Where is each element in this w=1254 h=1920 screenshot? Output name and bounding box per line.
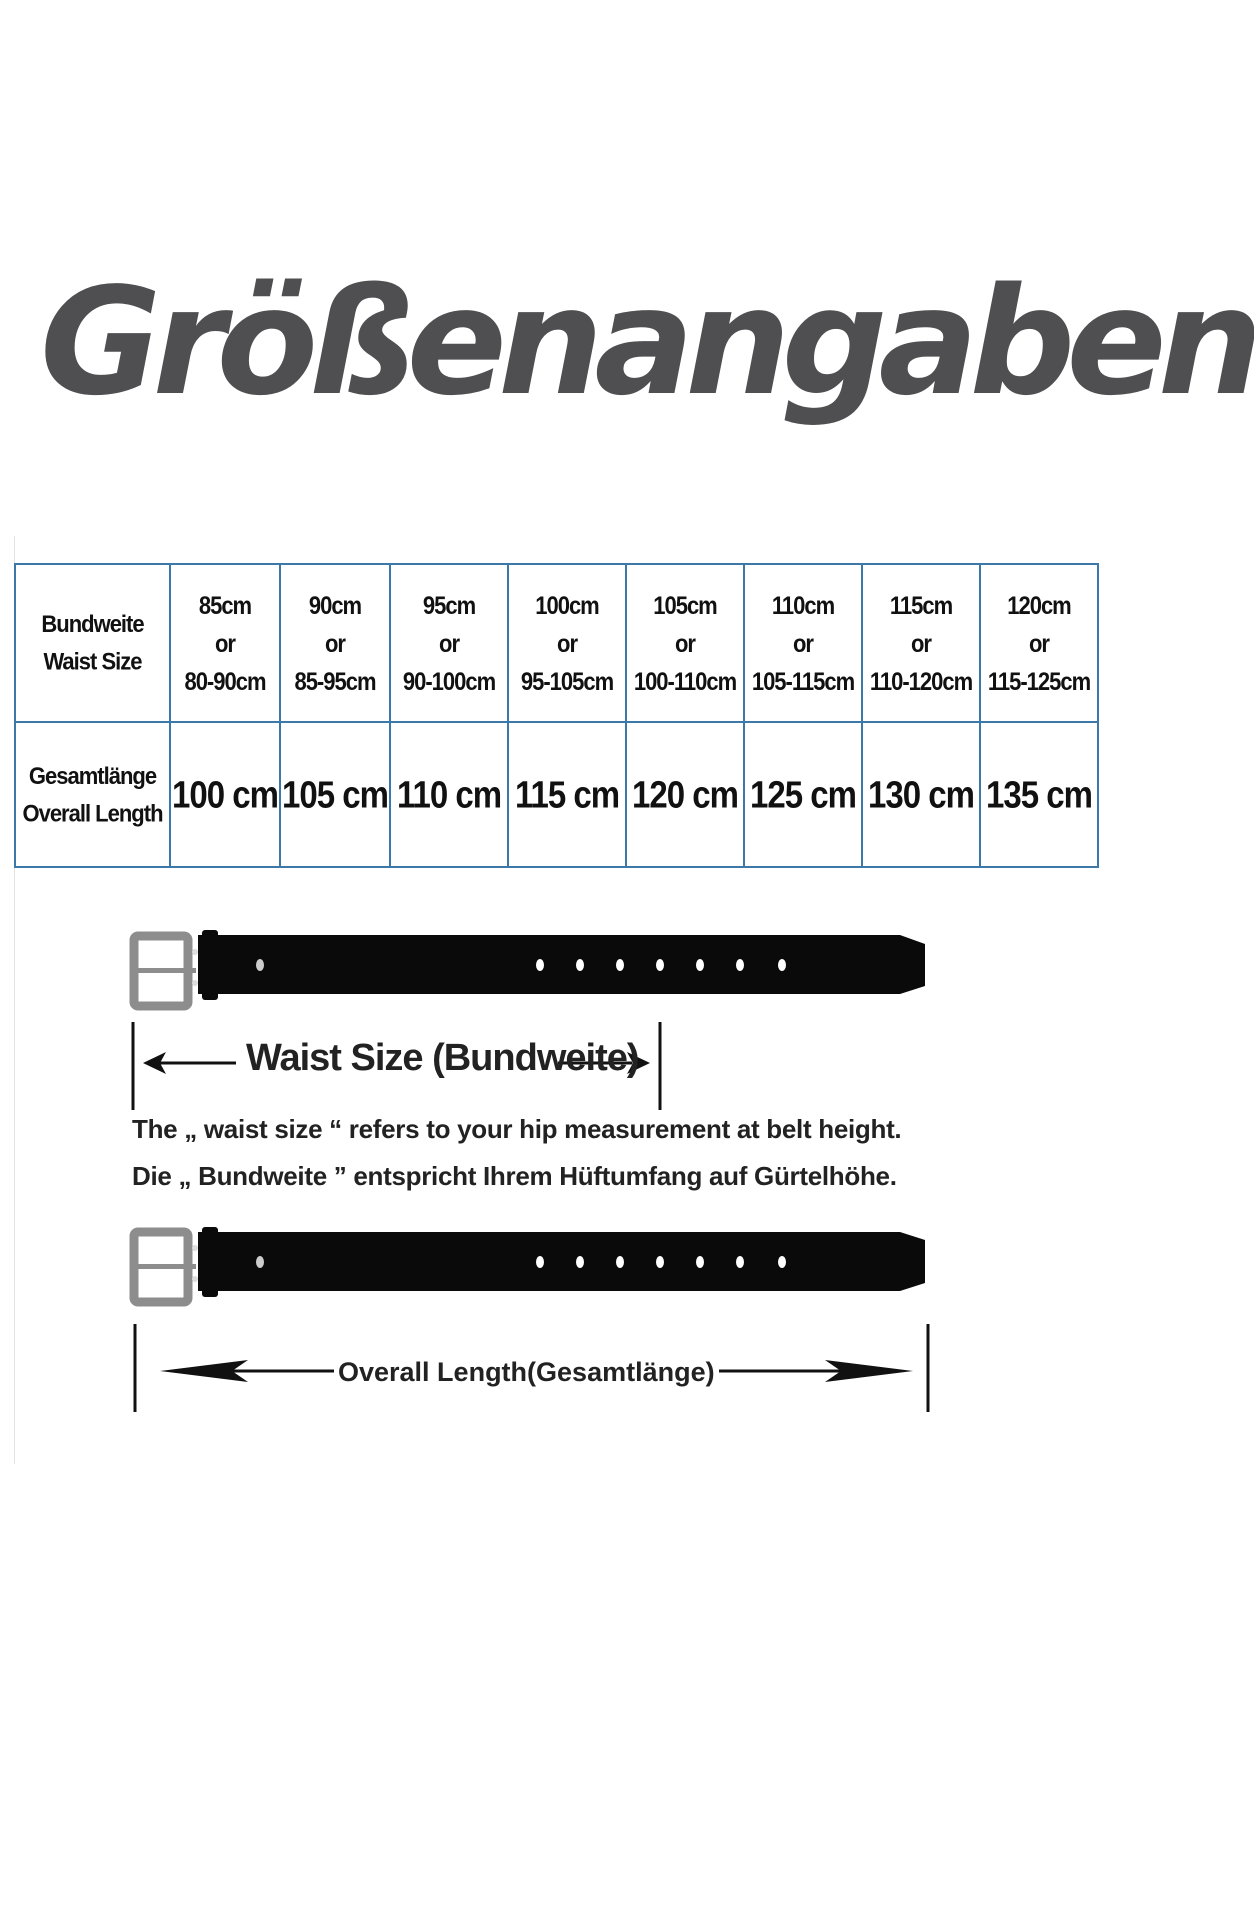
waist-header-de: Bundweite — [41, 610, 144, 638]
belt-strap — [198, 1232, 925, 1291]
belt-keeper — [202, 930, 218, 1000]
waist-range: 85-95cm — [294, 666, 376, 696]
length-value: 110 cm — [396, 772, 502, 816]
belt-hole — [778, 1256, 786, 1268]
length-value: 135 cm — [986, 772, 1092, 816]
belt-hole — [536, 959, 544, 971]
waist-range: 100-110cm — [633, 666, 737, 696]
waist-or: or — [439, 628, 459, 658]
waist-range: 80-90cm — [184, 666, 266, 696]
rivet — [192, 1276, 198, 1282]
waist-value: 100cm — [535, 590, 599, 620]
length-value: 130 cm — [868, 772, 974, 816]
waist-value: 120cm — [1007, 590, 1071, 620]
belt-hole — [656, 959, 664, 971]
waist-value: 85cm — [198, 590, 252, 620]
length-value: 115 cm — [514, 772, 620, 816]
waist-range: 90-100cm — [402, 666, 496, 696]
belt-illustration-top — [134, 930, 925, 1006]
waist-value: 90cm — [308, 590, 362, 620]
waist-range: 105-115cm — [751, 666, 855, 696]
waist-or: or — [324, 628, 345, 658]
belt-hole — [736, 959, 744, 971]
rivet — [192, 949, 198, 955]
length-header-de: Gesamtlänge — [28, 761, 157, 789]
waist-or: or — [214, 628, 235, 658]
waist-or: or — [557, 628, 577, 658]
rivet — [192, 980, 198, 986]
length-value: 105 cm — [282, 772, 388, 816]
waist-range: 95-105cm — [520, 666, 614, 696]
belt-hole — [696, 959, 704, 971]
waist-value: 115cm — [889, 590, 953, 620]
waist-header-en: Waist Size — [43, 647, 142, 675]
belt-hole — [576, 959, 584, 971]
belt-hole — [656, 1256, 664, 1268]
rivet — [192, 1245, 198, 1251]
waist-value: 110cm — [771, 590, 835, 620]
belt-illustration-bottom — [134, 1227, 925, 1302]
description-english: The „ waist size “ refers to your hip measurement at belt height. — [132, 1114, 902, 1144]
waist-or: or — [910, 628, 931, 658]
length-value: 120 cm — [632, 772, 738, 816]
belt-hole — [778, 959, 786, 971]
overall-length-label: Overall Length(Gesamtlänge) — [334, 1357, 719, 1388]
belt-hole — [616, 1256, 624, 1268]
waist-range: 110-120cm — [869, 666, 973, 696]
belt-hole — [576, 1256, 584, 1268]
belt-hole — [696, 1256, 704, 1268]
page-title: Größenangaben — [40, 256, 1254, 428]
length-header-en: Overall Length — [22, 798, 163, 827]
waist-or: or — [674, 628, 695, 658]
belt-hole — [736, 1256, 744, 1268]
belt-hole — [616, 959, 624, 971]
buckle-prong — [136, 968, 196, 973]
belt-stud — [256, 959, 264, 971]
length-value: 100 cm — [172, 772, 278, 816]
waist-or: or — [1028, 628, 1049, 658]
waist-value: 95cm — [422, 590, 476, 620]
description-german: Die „ Bundweite ” entspricht Ihrem Hüftumfang auf Gürtelhöhe. — [132, 1161, 897, 1191]
waist-size-label: Waist Size (Bundweite) — [246, 1037, 639, 1079]
belt-stud — [256, 1256, 264, 1268]
belt-hole — [536, 1256, 544, 1268]
waist-range: 115-125cm — [987, 666, 1091, 696]
buckle-prong — [136, 1264, 196, 1269]
length-value: 125 cm — [750, 772, 856, 816]
belt-strap — [198, 935, 925, 994]
belt-keeper — [202, 1227, 218, 1297]
waist-value: 105cm — [653, 590, 717, 620]
waist-or: or — [792, 628, 813, 658]
